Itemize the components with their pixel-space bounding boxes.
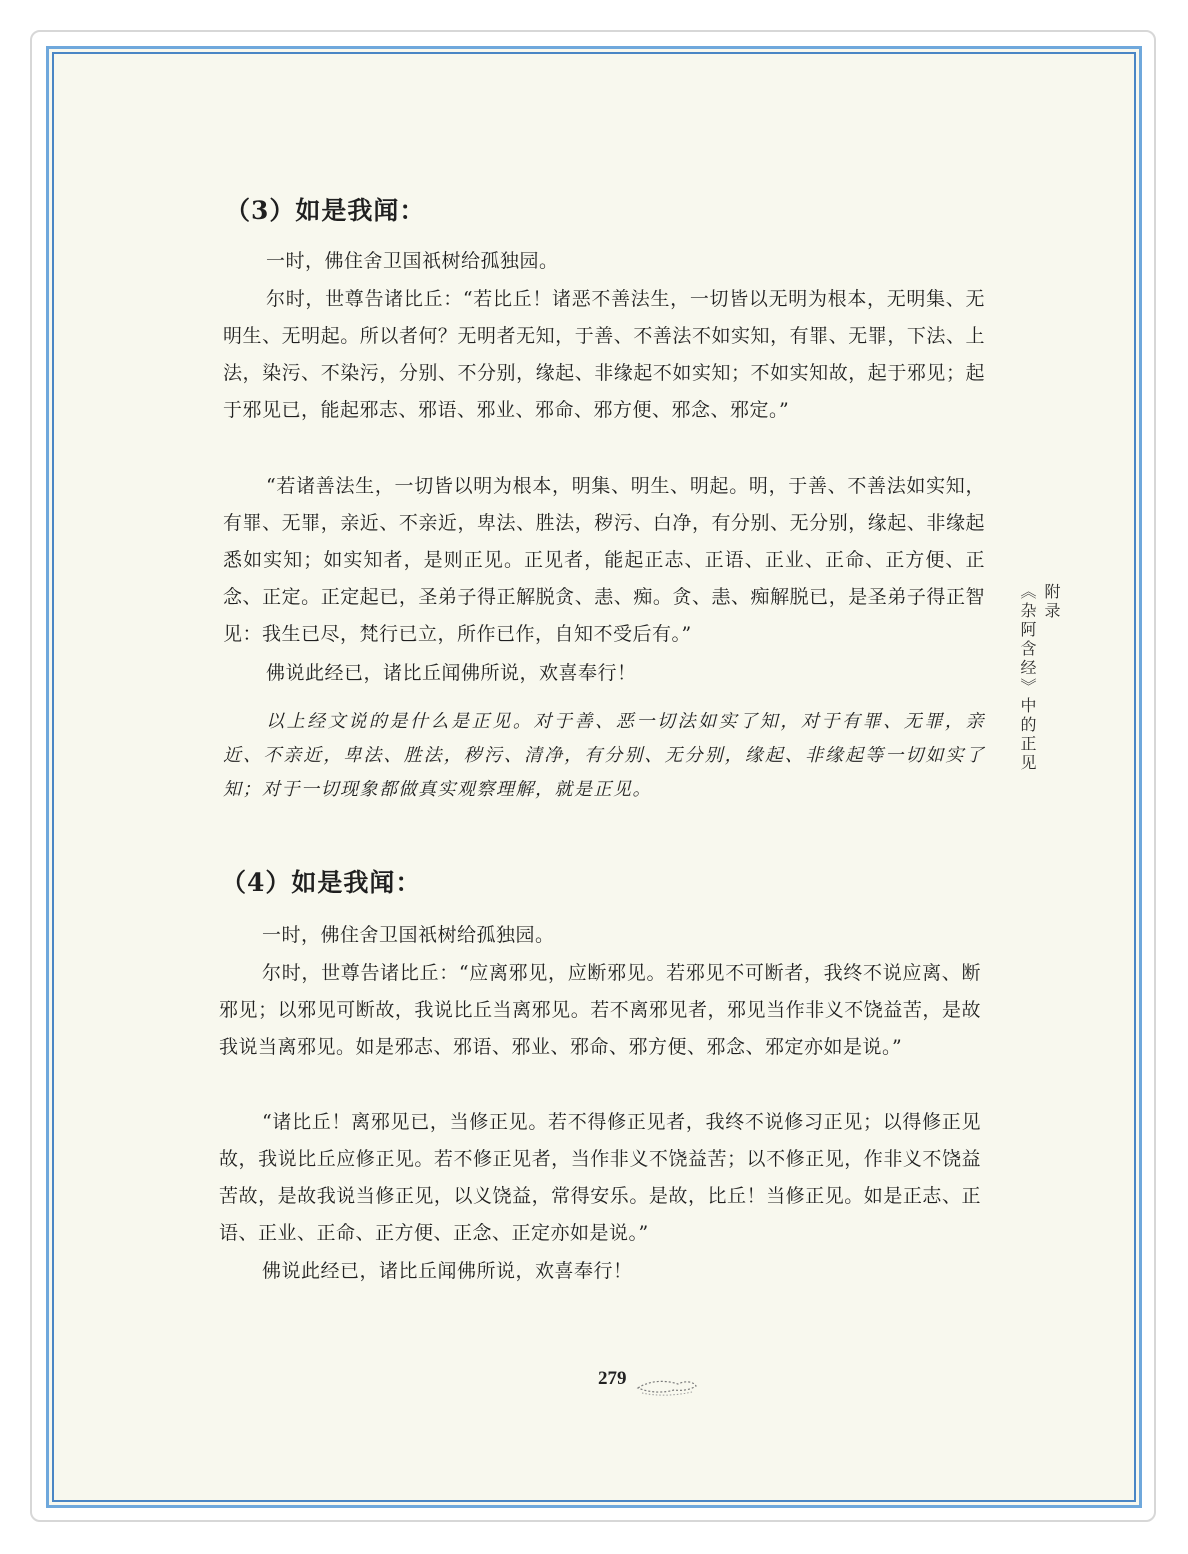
- section-4-paragraph-1: 一时，佛住舍卫国祇树给孤独园。: [262, 924, 555, 946]
- chapter-side-label: [1018, 583, 1063, 773]
- section-3-paragraph-3: “若诸善法生，一切皆以明为根本，明集、明生、明起。明，于善、不善法如实知，有罪、无罪，亲近、不亲近，卑法、胜法，秽污、白净，有分别、无分别，缘起、非缘起悉如实知；如实知者，是则正见。正见者，能起正志、正语、正业、正命、正方便、正念、正定。正定起已，圣弟子得正解脱贪、恚、痴。贪、恚、痴解脱已，是圣弟子得正智见：我生已尽，梵行已立，所作已作，自知不受后有。”: [223, 475, 985, 645]
- section-4-paragraph-2: 尔时，世尊告诸比丘：“应离邪见，应断邪见。若邪见不可断者，我终不说应离、断邪见；以邪见可断故，我说比丘当离邪见。若不离邪见者，邪见当作非义不饶益苦，是故我说当离邪见。如是邪志、邪语、邪业、邪命、邪方便、邪念、邪定亦如是说。”: [219, 962, 981, 1058]
- book-page: [53, 53, 1135, 1501]
- section-4-paragraph-4: 佛说此经已，诸比丘闻佛所说，欢喜奉行！: [262, 1260, 633, 1282]
- side-label-appendix: 附录: [1042, 583, 1061, 621]
- section-3-paragraph-1: 一时，佛住舍卫国祇树给孤独园。: [266, 250, 559, 272]
- section-4-title: （4）如是我闻：: [221, 868, 422, 897]
- section-3-title: （3）如是我闻：: [225, 196, 426, 225]
- page-footer: [598, 1368, 718, 1398]
- section-3-commentary: 以上经文说的是什么是正见。对于善、恶一切法如实了知，对于有罪、无罪，亲近、不亲近，卑法、胜法，秽污、清净，有分别、无分别，缘起、非缘起等一切如实了知；对于一切现象都做真实观察理解，就是正见。: [223, 711, 985, 800]
- section-3-paragraph-4: 佛说此经已，诸比丘闻佛所说，欢喜奉行！: [266, 662, 637, 684]
- side-label-sutra-title: 《杂阿含经》中的正见: [1018, 583, 1037, 773]
- page-number: 279: [598, 1368, 627, 1389]
- section-4-paragraph-3: “诸比丘！离邪见已，当修正见。若不得修正见者，我终不说修习正见；以得修正见故，我说比丘应修正见。若不修正见者，当作非义不饶益苦；以不修正见，作非义不饶益苦故，是故我说当修正见，以义饶益，常得安乐。是故，比丘！当修正见。如是正志、正语、正业、正命、正方便、正念、正定亦如是说。”: [219, 1111, 981, 1244]
- section-3-paragraph-2: 尔时，世尊告诸比丘：“若比丘！诸恶不善法生，一切皆以无明为根本，无明集、无明生、无明起。所以者何？无明者无知，于善、不善法不如实知，有罪、无罪，下法、上法，染污、不染污，分别、不分别，缘起、非缘起不如实知；不如实知故，起于邪见；起于邪见已，能起邪志、邪语、邪业、邪命、邪方便、邪念、邪定。”: [223, 288, 985, 421]
